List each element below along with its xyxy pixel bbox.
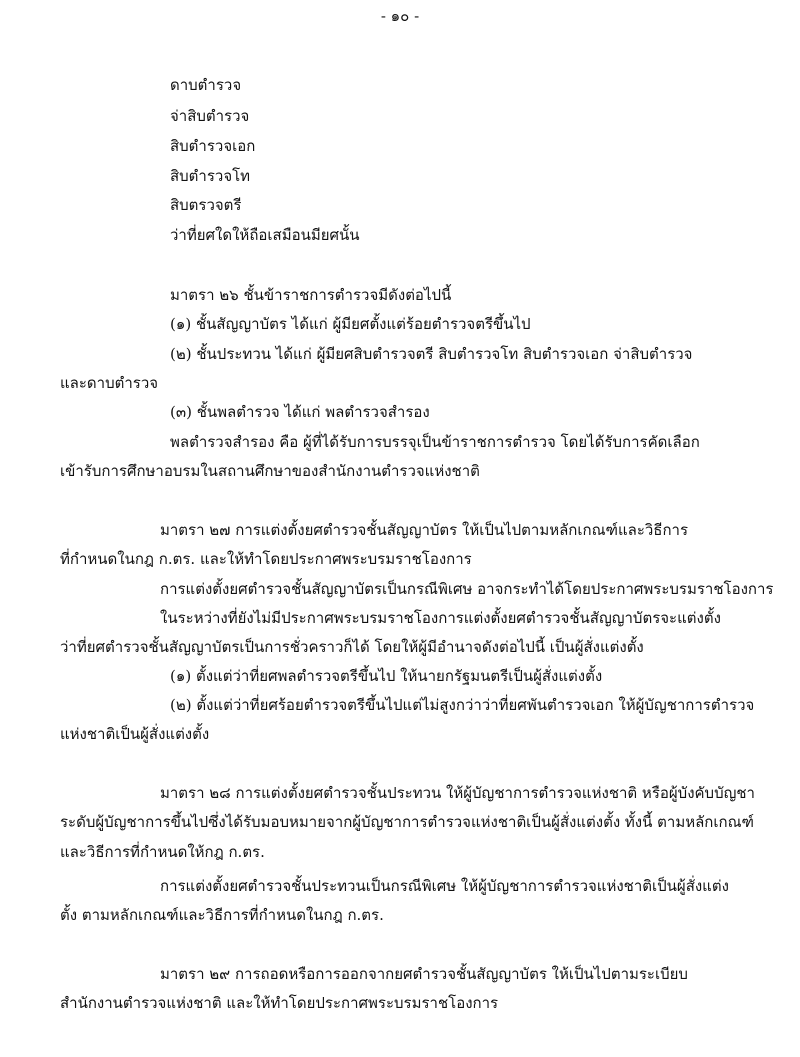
paragraph-line: มาตรา ๒๗ การแต่งตั้งยศตำรวจชั้นสัญญาบัตร ให้เป็นไปตามหลักเกณฑ์และวิธีการ	[160, 521, 689, 539]
paragraph-line: เข้ารับการศึกษาอบรมในสถานศึกษาของสำนักงานตำรวจแห่งชาติ	[60, 462, 480, 480]
rank-item: ว่าที่ยศใดให้ถือเสมือนมียศนั้น	[170, 226, 360, 244]
list-item: (๒) ชั้นประทวน ได้แก่ ผู้มียศสิบตำรวจตรี สิบตำรวจโท สิบตำรวจเอก จ่าสิบตำรวจ	[170, 345, 693, 363]
rank-item: ดาบตำรวจ	[170, 76, 242, 94]
paragraph-line: การแต่งตั้งยศตำรวจชั้นสัญญาบัตรเป็นกรณีพิเศษ อาจกระทำได้โดยประกาศพระบรมราชโองการ	[160, 580, 774, 598]
list-item-continuation: แห่งชาติเป็นผู้สั่งแต่งตั้ง	[60, 725, 210, 743]
paragraph-line: และวิธีการที่กำหนดให้กฎ ก.ตร.	[60, 843, 265, 861]
paragraph-line: ระดับผู้บัญชาการขึ้นไปซึ่งได้รับมอบหมายจากผู้บัญชาการตำรวจแห่งชาติเป็นผู้สั่งแต่งตั้ง ทั้งนี้ ตามหลักเกณฑ์	[60, 813, 754, 831]
section-heading: มาตรา ๒๖ ชั้นข้าราชการตำรวจมีดังต่อไปนี้	[170, 286, 452, 304]
paragraph-line: มาตรา ๒๙ การถอดหรือการออกจากยศตำรวจชั้นสัญญาบัตร ให้เป็นไปตามระเบียบ	[160, 965, 688, 983]
rank-item: สิบตรวจตรี	[170, 196, 242, 214]
paragraph-line: การแต่งตั้งยศตำรวจชั้นประทวนเป็นกรณีพิเศษ ให้ผู้บัญชาการตำรวจแห่งชาติเป็นผู้สั่งแต่ง	[160, 877, 729, 895]
rank-item: จ่าสิบตำรวจ	[170, 107, 250, 125]
list-item-continuation: และดาบตำรวจ	[60, 374, 159, 392]
paragraph-line: ตั้ง ตามหลักเกณฑ์และวิธีการที่กำหนดในกฎ ก.ตร.	[60, 906, 384, 924]
page-number: - ๑๐ -	[380, 7, 420, 25]
paragraph-line: พลตำรวจสำรอง คือ ผู้ที่ได้รับการบรรจุเป็นข้าราชการตำรวจ โดยได้รับการคัดเลือก	[170, 433, 700, 451]
list-item: (๒) ตั้งแต่ว่าที่ยศร้อยตำรวจตรีขึ้นไปแต่ไม่สูงกว่าว่าที่ยศพันตำรวจเอก ให้ผู้บัญชาการตำรวจ	[170, 696, 755, 714]
rank-item: สิบตำรวจโท	[170, 167, 251, 185]
paragraph-line: ที่กำหนดในกฎ ก.ตร. และให้ทำโดยประกาศพระบรมราชโองการ	[60, 550, 472, 568]
paragraph-line: ว่าที่ยศตำรวจชั้นสัญญาบัตรเป็นการชั่วคราวก็ได้ โดยให้ผู้มีอำนาจดังต่อไปนี้ เป็นผู้สั่งแต่งตั้ง	[60, 638, 644, 656]
list-item: (๑) ตั้งแต่ว่าที่ยศพลตำรวจตรีขึ้นไป ให้นายกรัฐมนตรีเป็นผู้สั่งแต่งตั้ง	[170, 667, 603, 685]
paragraph-line: สำนักงานตำรวจแห่งชาติ และให้ทำโดยประกาศพระบรมราชโองการ	[60, 994, 499, 1012]
rank-item: สิบตำรวจเอก	[170, 137, 256, 155]
paragraph-line: ในระหว่างที่ยังไม่มีประกาศพระบรมราชโองการแต่งตั้งยศตำรวจชั้นสัญญาบัตรจะแต่งตั้ง	[160, 609, 721, 627]
list-item: (๑) ชั้นสัญญาบัตร ได้แก่ ผู้มียศตั้งแต่ร้อยตำรวจตรีขึ้นไป	[170, 315, 531, 333]
paragraph-line: มาตรา ๒๘ การแต่งตั้งยศตำรวจชั้นประทวน ให้ผู้บัญชาการตำรวจแห่งชาติ หรือผู้บังคับบัญชา	[160, 784, 755, 802]
list-item: (๓) ชั้นพลตำรวจ ได้แก่ พลตำรวจสำรอง	[170, 403, 430, 421]
